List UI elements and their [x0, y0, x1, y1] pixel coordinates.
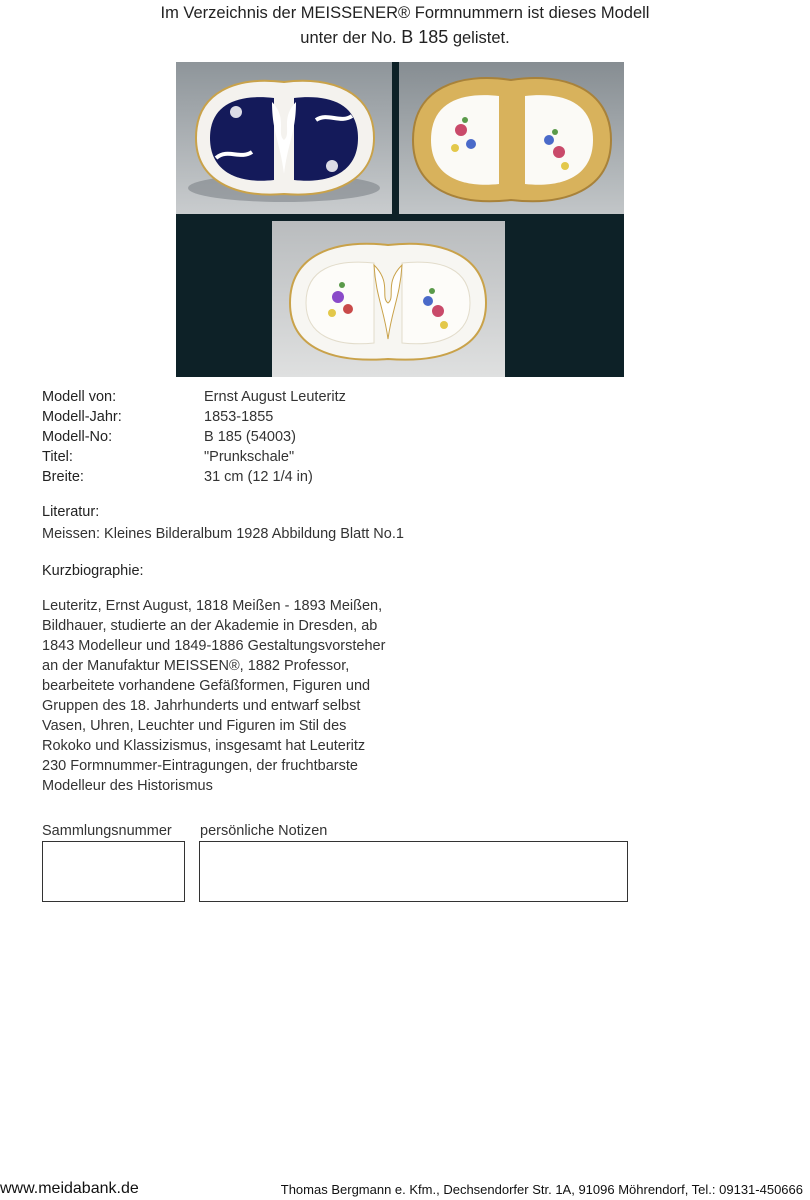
product-photo-panel [176, 62, 624, 377]
bio-line: 230 Formnummer-Eintragungen, der fruchtbarste [42, 758, 358, 774]
spec-row-modell-jahr [42, 407, 346, 427]
spec-row-breite [42, 467, 346, 487]
header-line-2 [0, 25, 810, 50]
page-header [0, 0, 810, 50]
spec-value: 1853-1855 [204, 409, 274, 425]
spec-row-modell-no [42, 427, 346, 447]
spec-label: Titel: [42, 449, 73, 465]
bio-line: Leuteritz, Ernst August, 1818 Meißen - 1893 Meißen, [42, 598, 383, 614]
bio-line: an der Manufaktur MEISSEN®, 1882 Professor, [42, 658, 350, 674]
spec-row-titel [42, 447, 346, 467]
spec-label: Breite: [42, 469, 84, 485]
model-specs [42, 387, 346, 487]
bio-line: 1843 Modelleur und 1849-1886 Gestaltungsvorsteher [42, 638, 386, 654]
product-photo-floral [272, 221, 505, 377]
kurzbiographie-text [42, 596, 402, 796]
spec-value: 31 cm (12 1/4 in) [204, 469, 313, 485]
spec-value: Ernst August Leuteritz [204, 389, 346, 405]
kurzbiographie-heading: Kurzbiographie: [42, 563, 144, 579]
sammlungsnummer-label: Sammlungsnummer [42, 823, 172, 839]
spec-row-modell-von [42, 387, 346, 407]
spec-label: Modell-No: [42, 429, 113, 445]
product-photo-gold [399, 62, 624, 214]
spec-label: Modell von: [42, 389, 117, 405]
literatur-heading: Literatur: [42, 504, 100, 520]
bio-line: Vasen, Uhren, Leuchter und Figuren im Stil des [42, 718, 347, 734]
notizen-label: persönliche Notizen [200, 823, 328, 839]
spec-value: B 185 (54003) [204, 429, 296, 445]
product-photo-cobalt [176, 62, 392, 214]
notizen-field[interactable] [199, 841, 628, 902]
header-line-2-prefix: unter der No. [300, 29, 402, 47]
bio-line: bearbeitete vorhandene Gefäßformen, Figuren und [42, 678, 371, 694]
footer-website-link[interactable]: www.meidabank.de [0, 1180, 139, 1197]
header-line-2-suffix: gelistet. [448, 29, 510, 47]
bio-line: Bildhauer, studierte an der Akademie in Dresden, ab [42, 618, 378, 634]
header-line-1: Im Verzeichnis der MEISSENER® Formnummern ist dieses Modell [160, 4, 650, 22]
spec-label: Modell-Jahr: [42, 409, 122, 425]
spec-value: "Prunkschale" [204, 449, 295, 465]
footer-address: Thomas Bergmann e. Kfm., Dechsendorfer Str. 1A, 91096 Möhrendorf, Tel.: 09131-450666 [280, 1182, 803, 1197]
bio-line: Rokoko und Klassizismus, insgesamt hat Leuteritz [42, 738, 366, 754]
bio-line: Modelleur des Historismus [42, 778, 213, 794]
sammlungsnummer-field[interactable] [42, 841, 185, 902]
bio-line: Gruppen des 18. Jahrhunderts und entwarf selbst [42, 698, 361, 714]
model-number: B 185 [401, 27, 449, 47]
literatur-text: Meissen: Kleines Bilderalbum 1928 Abbildung Blatt No.1 [42, 526, 404, 542]
